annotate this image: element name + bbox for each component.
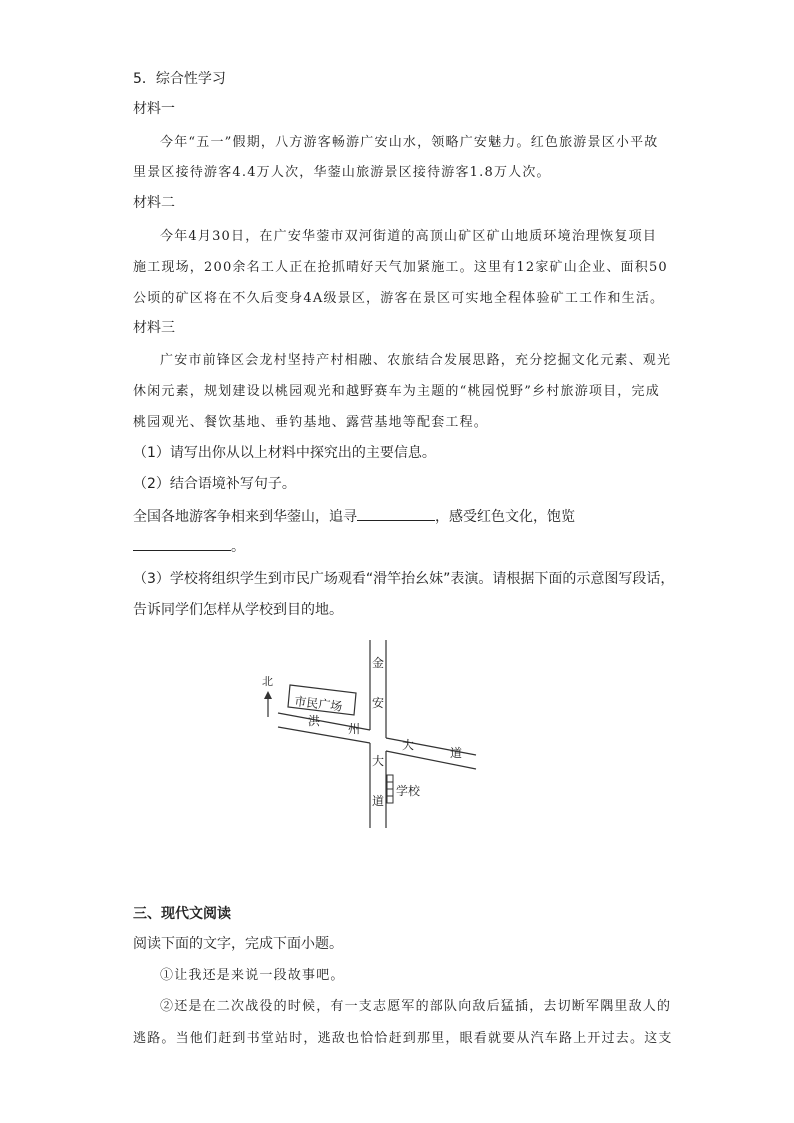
material-1-title: 材料一 <box>133 101 175 117</box>
north-label: 北 <box>262 675 273 688</box>
h-road-char-2: 州 <box>348 722 361 736</box>
h-road-char-3: 大 <box>402 738 415 752</box>
material-2-title: 材料二 <box>133 195 175 211</box>
material-2-line-3: 公顷的矿区将在不久后变身4A级景区，游客在景区可实地全程体验矿工工作和生活。 <box>133 291 665 306</box>
sub-question-2: （2）结合语境补写句子。 <box>133 476 296 492</box>
material-3-line-1: 广安市前锋区会龙村坚持产村相融、农旅结合发展思路，充分挖掘文化元素、观光 <box>160 353 672 368</box>
material-2-line-1: 今年4月30日，在广安华蓥市双河街道的高顶山矿区矿山地质环境治理恢复项目 <box>160 229 658 244</box>
passage-paragraph-2-line-1: ②还是在二次战役的时候，有一支志愿军的部队向敌后猛插，去切断军隅里敌人的 <box>160 999 672 1014</box>
v-road-char-1: 金 <box>372 656 385 670</box>
h-road-char-1: 洪 <box>308 714 321 728</box>
question-heading: 5．综合性学习 <box>133 71 226 87</box>
answer-blank-1[interactable] <box>357 506 435 521</box>
passage-paragraph-1: ①让我还是来说一段故事吧。 <box>160 968 345 983</box>
material-3-line-3: 桃园观光、餐饮基地、垂钓基地、露营基地等配套工程。 <box>133 415 489 430</box>
v-road-char-4: 道 <box>372 794 385 808</box>
material-3-line-2: 休闲元素，规划建设以桃园观光和越野赛车为主题的“桃园悦野”乡村旅游项目，完成 <box>133 384 660 399</box>
sub-question-3-line-2: 告诉同学们怎样从学校到目的地。 <box>133 602 343 618</box>
route-map <box>250 635 490 835</box>
section-heading: 三、现代文阅读 <box>133 906 231 922</box>
answer-blank-2[interactable] <box>133 536 231 551</box>
material-3-title: 材料三 <box>133 320 175 336</box>
material-1-line-2: 里景区接待游客4.4万人次，华蓥山旅游景区接待游客1.8万人次。 <box>133 165 551 180</box>
sub-question-1: （1）请写出你从以上材料中探究出的主要信息。 <box>133 445 436 461</box>
v-road-char-2: 安 <box>372 696 385 710</box>
sentence-part-a: 全国各地游客争相来到华蓥山，追寻 <box>133 509 357 525</box>
h-road-edge-bottom-right <box>386 751 476 769</box>
h-road-char-4: 道 <box>450 746 463 760</box>
sub-question-2-sentence-end <box>133 536 245 556</box>
sub-question-2-sentence <box>133 506 575 526</box>
plaza-label: 市民广场 <box>293 694 343 714</box>
material-1-line-1: 今年“五一”假期，八方游客畅游广安山水，领略广安魅力。红色旅游景区小平故 <box>160 135 659 150</box>
passage-paragraph-2-line-2: 逃路。当他们赶到书堂站时，逃敌也恰恰赶到那里，眼看就要从汽车路上开过去。这支 <box>133 1031 673 1046</box>
sentence-end: 。 <box>231 539 245 555</box>
section-intro: 阅读下面的文字，完成下面小题。 <box>133 936 343 952</box>
sub-question-3-line-1: （3）学校将组织学生到市民广场观看“滑竿抬幺妹”表演。请根据下面的示意图写段话， <box>133 571 675 587</box>
material-2-line-2: 施工现场，200余名工人正在抢抓晴好天气加紧施工。这里有12家矿山企业、面积50 <box>133 260 668 275</box>
north-arrow-head <box>264 691 272 699</box>
h-road-edge-top-right <box>386 738 476 755</box>
school-label: 学校 <box>396 784 421 798</box>
sentence-part-b: ，感受红色文化，饱览 <box>435 509 575 525</box>
v-road-char-3: 大 <box>372 754 385 768</box>
